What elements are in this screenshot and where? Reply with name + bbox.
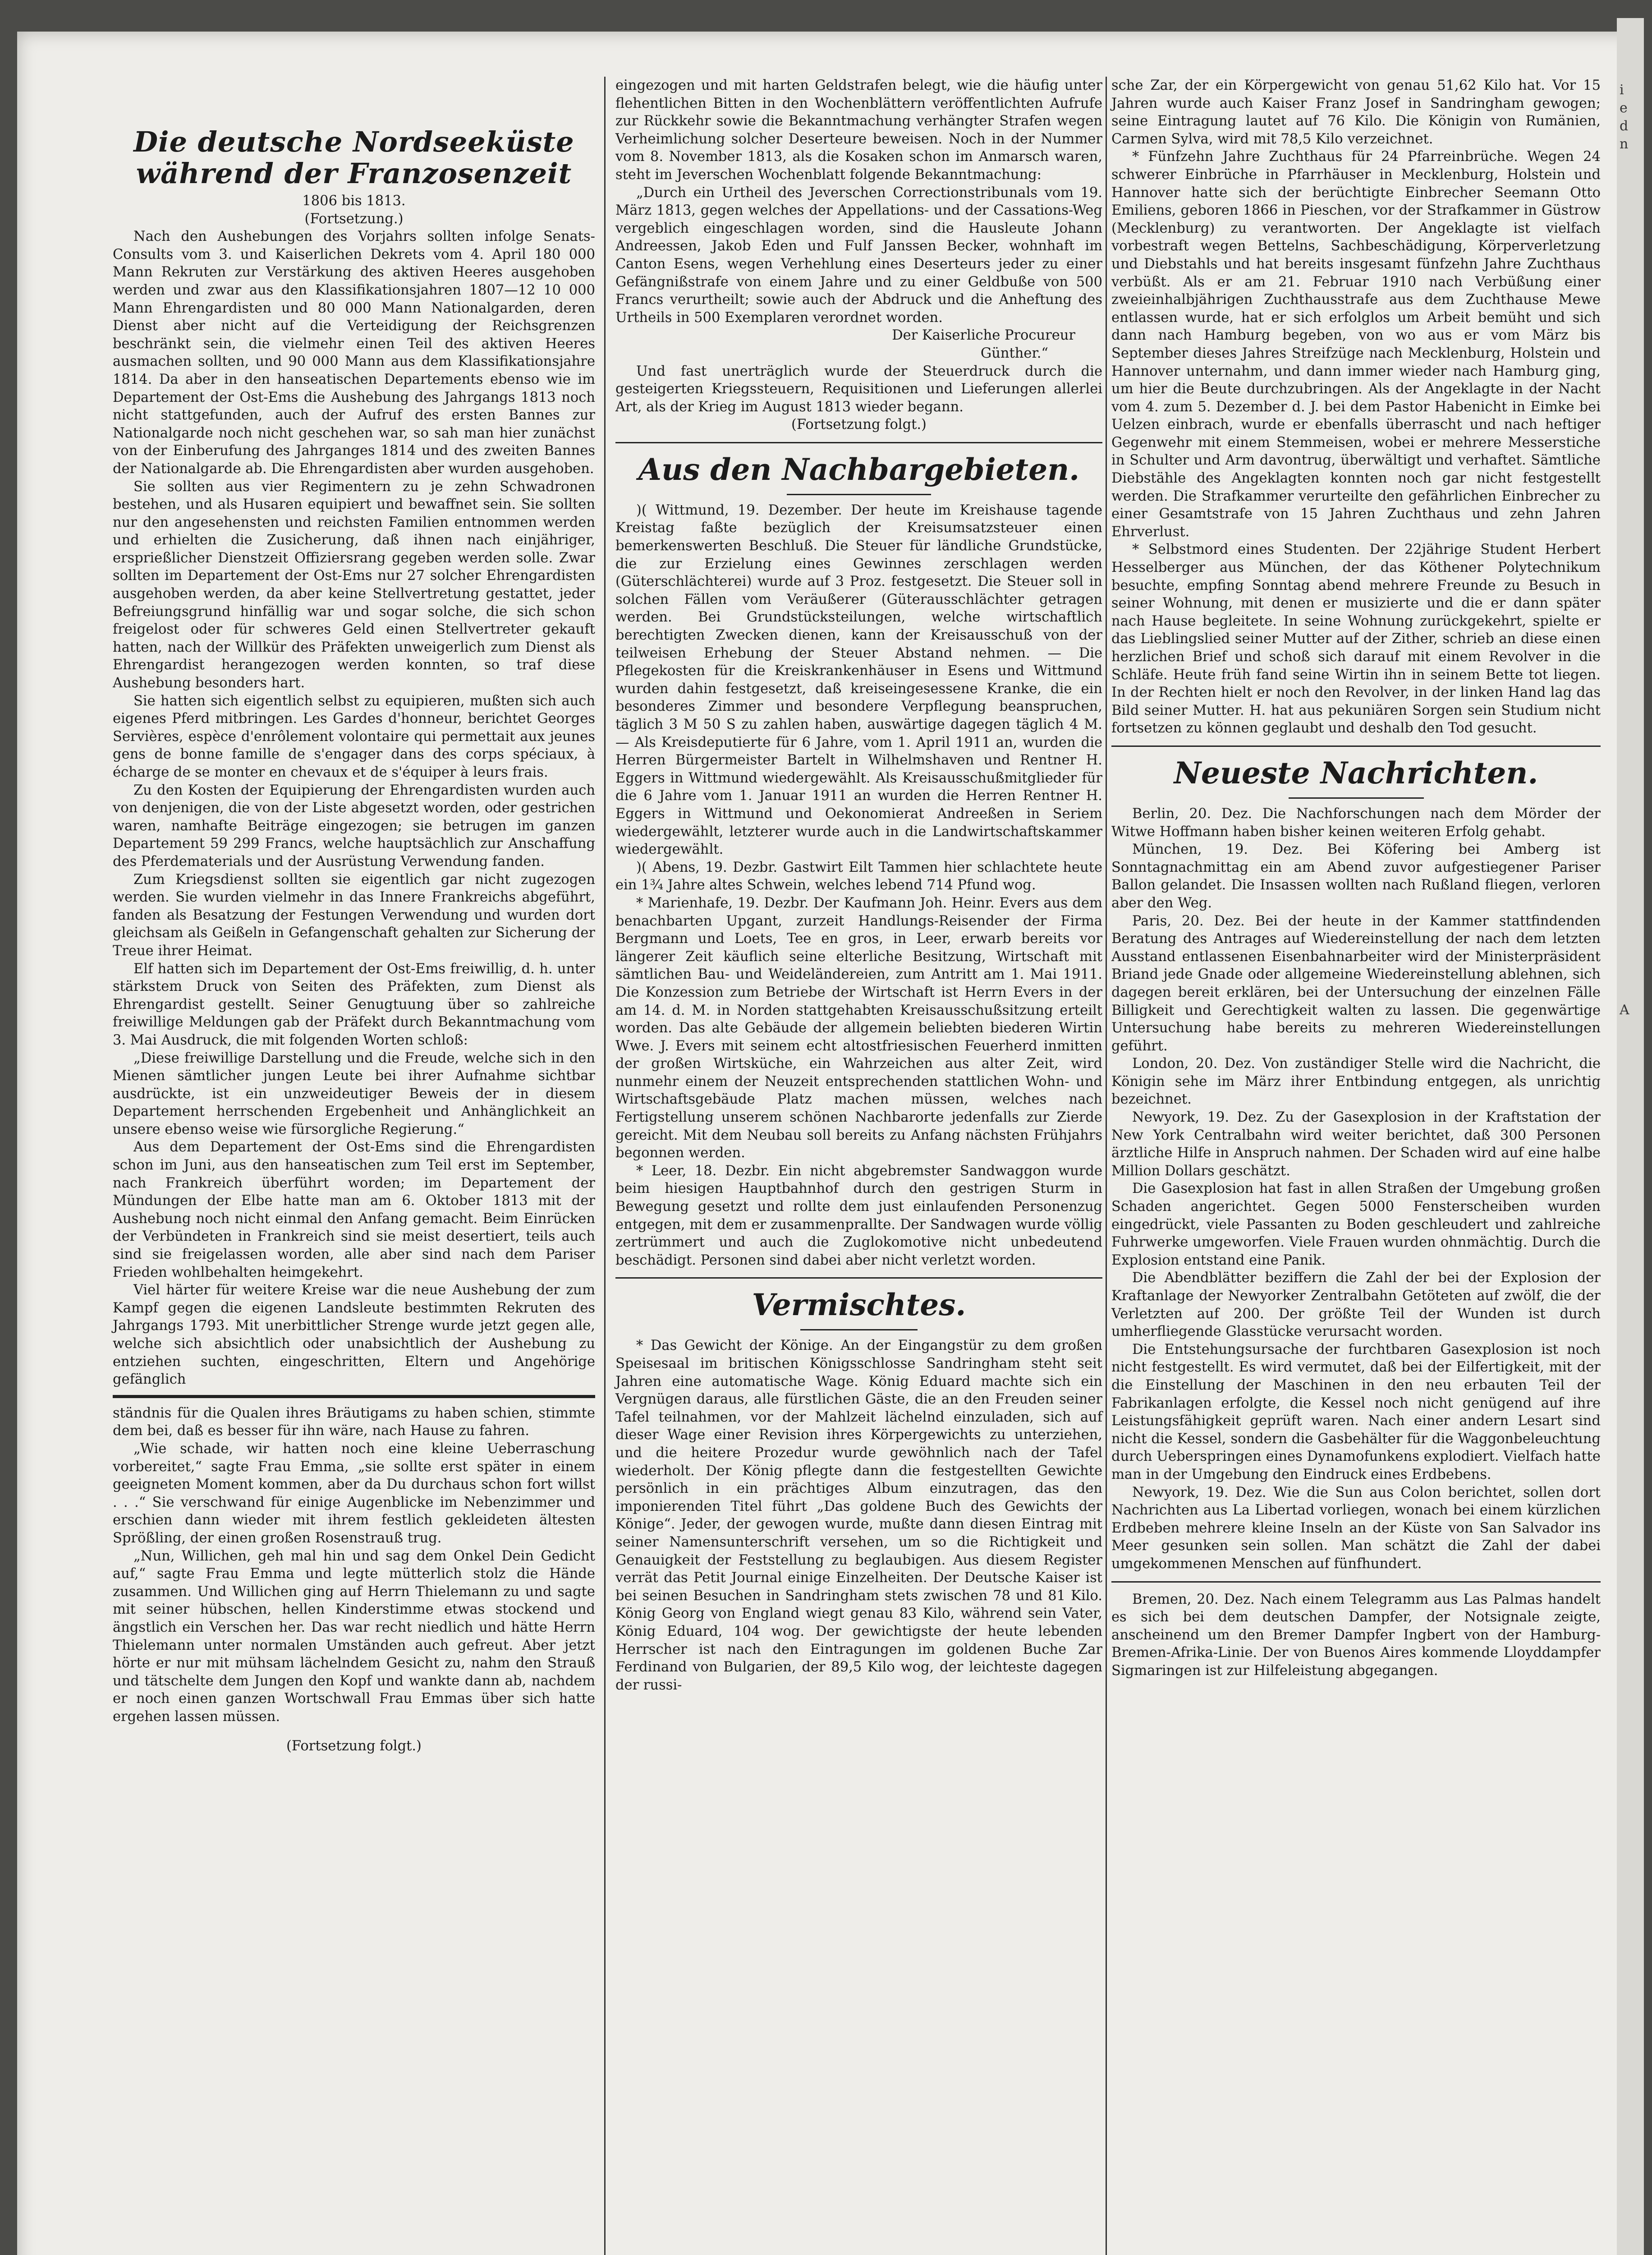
edge-fragment-char (1620, 1308, 1638, 1326)
signature-name: Günther.“ (980, 345, 1048, 361)
news-item: Die Entstehungsursache der furchtbaren Gasexplosion ist noch nicht festgestellt. Es wird vermutet, daß bei der Eilfertigkeit, mit der die Einstellung der Maschinen in den neu erbauten Teil der Fabrikanlagen erfolgte, die Kessel noch nicht genügend auf ihre Leistungsfähigkeit geprüft waren. Nach einer andern Lesart sind nicht die Kessel, sondern die Gasbehälter für die Waggonbeleuchtung durch Ueberspringen eines Dynamofunkens explodiert. Vielfach hatte man in der Umgebung den Eindruck eines Erdbebens. (1111, 1341, 1601, 1482)
edge-fragment-char (1620, 478, 1638, 496)
signature-title: Der Kaiserliche Procureur (892, 327, 1075, 344)
heading-underline (1289, 797, 1424, 799)
edge-fragment-char (1620, 929, 1638, 947)
edge-fragment-char (1620, 1055, 1638, 1073)
edge-fragment-char (1620, 947, 1638, 965)
edge-fragment-char (1620, 1542, 1638, 1560)
edge-fragment-char (1620, 1777, 1638, 1795)
continuation-note: (Fortsetzung folgt.) (791, 417, 927, 433)
edge-fragment-char (1620, 1019, 1638, 1037)
column-2 (615, 77, 1102, 1694)
article-title-line-1: Die deutsche Nordseeküste (133, 125, 574, 158)
section-heading-vermischtes: Vermischtes. (752, 1287, 966, 1323)
news-item: * Marienhafe, 19. Dezbr. Der Kaufmann Joh. Heinr. Evers aus dem benachbarten Upgant, zurzeit Handlungs-Reisender der Firma Bergmann und Loets, Tee en gros, in Leer, erwarb bereits vor längerer Zeit käuflich seine elterliche Besitzung, Wirtschaft mit sämtlichen Bau- und Weideländereien, zum Antritt am 1. Mai 1911. Die Konzession zum Betriebe der Wirtschaft ist Herrn Evers in der am 14. d. M. in Norden stattgehabten Kreisausschußsitzung erteilt worden. Das alte Gebäude der allgemein beliebten biederen Wirtin Wwe. J. Evers mit seinem echt altostfriesischen Feuerherd inmitten der großen Wirtsküche, ein Wahrzeichen aus alter Zeit, wird nunmehr einem der Neuzeit entsprechenden stattlichen Wohn- und Wirtschaftsgebäude Platz machen müssen, welches nach Fertigstellung unserem schönen Nachbarorte jedenfalls zur Zierde gereicht. Mit dem Neubau soll bereits zu Anfang nächsten Frühjahrs begonnen werden. (615, 895, 1102, 1161)
news-item: Die Abendblätter beziffern die Zahl der bei der Explosion der Kraftanlage der Newyorker Zentralbahn Getöteten auf zwölf, die der Verletzten auf 200. Der größte Teil der Wunden ist durch umherfliegende Glasstücke verursacht worden. (1111, 1270, 1601, 1340)
news-item: * Leer, 18. Dezbr. Ein nicht abgebremster Sandwaggon wurde beim hiesigen Hauptbahnhof durch den gestrigen Sturm in Bewegung gesetzt und rollte dem just einlaufenden Personenzug entgegen, mit dem er zusammenprallte. Der Sandwagen wurde völlig zertrümmert und auch die Zuglokomotive nicht unbedeutend beschädigt. Personen sind dabei aber nicht verletzt worden. (615, 1163, 1102, 1268)
news-item-continued: sche Zar, der ein Körpergewicht von genau 51,62 Kilo hat. Vor 15 Jahren wurde auch Kaiser Franz Josef in Sandringham gewogen; seine Eintragung lautet auf 76 Kilo. Die Königin von Rumänien, Carmen Sylva, wird mit 78,5 Kilo verzeichnet. (1111, 78, 1601, 147)
news-item: )( Wittmund, 19. Dezember. Der heute im Kreishause tagende Kreistag faßte bezüglich der Kreisumsatzsteuer einen bemerkenswerten Beschluß. Die Steuer für ländliche Grundstücke, die zur Erzielung eines Gewinnes zerschlagen werden (Güterschlächterei) wurde auf 3 Proz. festgesetzt. Die Steuer soll in solchen Fällen vom Veräußerer (Güterausschlächter getragen werden. Bei Grundstücksteilungen, welche wirtschaftlich berechtigten Zwecken dienen, kann der Kreisausschuß von der teilweisen Erhebung der Steuer Abstand nehmen. — Die Pflegekosten für die Kreiskrankenhäuser in Esens und Wittmund wurden dahin festgesetzt, daß kreiseingesessene Kranke, die ein besonderes Zimmer und besondere Verpflegung beanspruchen, täglich 3 M 50 S zu zahlen haben, auswärtige dagegen täglich 4 M. — Als Kreisdeputierte für 6 Jahre, vom 1. April 1911 an, wurden die Herren Bürgermeister Bartelt in Wilhelmshaven und Rentner H. Eggers in Wittmund wiedergewählt. Als Kreisausschußmitglieder für die 6 Jahre vom 1. Januar 1911 an wurden die Herren Rentner H. Eggers in Wittmund und Oekonomierat Andreeßen in Seriem wiedergewählt, letzterer wurde auch in die Landwirtschaftskammer wiedergewählt. (615, 502, 1102, 858)
paragraph: Zu den Kosten der Equipierung der Ehrengardisten wurden auch von denjenigen, die von der Liste abgesetzt worden, oder gestrichen waren, namhafte Beiträge eingezogen; sie betrugen im ganzen Departement 59 299 Francs, welche hauptsächlich zur Anschaffung des Pferdematerials und der Ausrüstung Verwendung fanden. (113, 782, 595, 870)
news-item: Newyork, 19. Dez. Zu der Gasexplosion in der Kraftstation der New York Centralbahn wird weiter berichtet, daß 300 Personen ärztliche Hilfe in Anspruch nahmen. Der Schaden wird auf eine halbe Million Dollars geschätzt. (1111, 1109, 1601, 1179)
paragraph: Aus dem Departement der Ost-Ems sind die Ehrengardisten schon im Juni, aus den hanseatischen zum Teil erst im September, nach Frankreich überführt worden; im Departement der Mündungen der Elbe hatte man am 6. Oktober 1813 mit der Aushebung noch nicht einmal den Anfang gemacht. Beim Einrücken der Verbündeten in Frankreich sind sie meist desertiert, teils auch sind sie freigelassen worden, alle aber sind nach dem Pariser Frieden wohlbehalten heimgekehrt. (113, 1139, 595, 1280)
edge-fragment-char (1620, 1687, 1638, 1705)
edge-fragment-char (1620, 1939, 1638, 1957)
news-item: Die Gasexplosion hat fast in allen Straßen der Umgebung großen Schaden angerichtet. Gegen 5000 Fensterscheiben wurden eingedrückt, viele Passanten zu Boden geschleudert und zahlreiche Fuhrwerke umgeworfen. Viele Frauen wurden ohnmächtig. Durch die Explosion entstand eine Panik. (1111, 1181, 1601, 1268)
news-item: London, 20. Dez. Von zuständiger Stelle wird die Nachricht, die Königin sehe im März ihrer Entbindung entgegen, als unrichtig bezeichnet. (1111, 1056, 1601, 1108)
edge-fragment-char (1620, 1254, 1638, 1272)
news-item: * Fünfzehn Jahre Zuchthaus für 24 Pfarreinbrüche. Wegen 24 schwerer Einbrüche in Pfarrhäuser in Mecklenburg, Holstein und Hannover hatte sich der berüchtigte Einbrecher Seemann Otto Emiliens, geboren 1866 in Pieschen, vor der Strafkammer in Güstrow (Mecklenburg) zu verantworten. Der Angeklagte ist vielfach vorbestraft wegen Bettelns, Sachbeschädigung, Körperverletzung und Diebstahls und hat bereits insgesamt fünfzehn Jahre Zuchthaus verbüßt. Als er am 21. Februar 1910 nach Verbüßung einer zweieinhalbjährigen Zuchthausstrafe aus dem Zuchthause Mewe entlassen wurde, hat er sich erfolglos um Arbeit bemüht und sich dann nach Hamburg begeben, von wo aus er vom März bis September dieses Jahres Streifzüge nach Mecklenburg, Holstein und Hannover unternahm, und dann immer wieder nach Hamburg ging, um hier die Beute durchzubringen. Als der Angeklagte in der Nacht vom 4. zum 5. Dezember d. J. bei dem Pastor Habenicht in Eimke bei Uelzen einbrach, wurde er ebenfalls überrascht und nach heftiger Gegenwehr mit einem Stemmeisen, wobei er mehrere Messerstiche in Schulter und Arm davontrug, überwältigt und verhaftet. Sämtliche Diebstähle des Angeklagten konnten noch gar nicht festgestellt werden. Die Strafkammer verurteilte den gefährlichen Einbrecher zu einer Gesamtstrafe von 15 Jahren Zuchthaus und zehn Jahren Ehrverlust. (1111, 149, 1601, 540)
edge-fragment-char (1620, 622, 1638, 640)
edge-fragment-char: A (1620, 1002, 1629, 1018)
edge-fragment-char (1620, 1615, 1638, 1633)
edge-fragment-char (1620, 676, 1638, 695)
paragraph: Zum Kriegsdienst sollten sie eigentlich gar nicht zugezogen werden. Sie wurden vielmehr in das Innere Frankreichs abgeführt, fanden als Besatzung der Festungen Verwendung und wurden dort gleichsam als Geißeln in Gefangenschaft gehalten zur Sicherung der Treue ihrer Heimat. (113, 871, 595, 959)
paragraph: Nach den Aushebungen des Vorjahrs sollten infolge Senats-Consults vom 3. und Kaiserlichen Dekrets vom 4. April 180 000 Mann Rekruten zur Verstärkung des aktiven Heeres ausgehoben werden und zwar aus den Klassifikationsjahren 1807—12 10 000 Mann Ehrengardisten und 80 000 Mann Nationalgarden, deren Dienst aber nicht auf die Verteidigung der Reichsgrenzen beschränkt sein, die vielmehr einen Teil des aktiven Heeres ausmachen sollten, und 90 000 Mann aus dem Klassifikationsjahre 1814. Da aber in den hanseatischen Departements ebenso wie im Departement der Ost-Ems die Aushebung des Jahrgangs 1813 noch nicht stattgefunden, auch der Aufruf des ersten Bannes zur Nationalgarde noch nicht geschehen war, so sah man hier zunächst von der Einberufung des Jahrganges 1814 und des zweiten Bannes der Nationalgarde ab. Die Ehrengardisten aber wurden ausgehoben. (113, 229, 595, 477)
edge-fragment-char (1620, 1723, 1638, 1741)
edge-fragment-char (1620, 1795, 1638, 1813)
article-title-line-2: während der Franzosenzeit (136, 157, 572, 190)
edge-fragment-char (1620, 604, 1638, 622)
edge-fragment-char (1620, 568, 1638, 586)
edge-fragment-char (1620, 171, 1638, 189)
edge-fragment-char (1620, 1109, 1638, 1128)
edge-fragment-char (1620, 298, 1638, 316)
edge-fragment-char (1620, 731, 1638, 749)
section-divider (1111, 746, 1601, 747)
edge-fragment-char (1620, 1759, 1638, 1777)
news-item: * Selbstmord eines Studenten. Der 22jährige Student Herbert Hesselberger aus München, der das Köthener Polytechnikum besuchte, empfing Sonntag abend mehrere Freunde zu Besuch in seiner Wohnung, mit denen er musizierte und die er dann später nach Hause begleitete. In seine Wohnung zurückgekehrt, spielte er das Lieblingslied seiner Mutter auf der Zither, schrieb an diese einen herzlichen Brief und schoß sich darauf mit einem Revolver in die Schläfe. Heute früh fand seine Wirtin ihn in seinem Bette tot liegen. In der Rechten hielt er noch den Revolver, in der linken Hand lag das Bild seiner Mutter. H. hat aus pekuniären Sorgen sein Studium nicht fortsetzen zu können geglaubt und deshalb den Tod gesucht. (1111, 542, 1601, 736)
paragraph: Sie hatten sich eigentlich selbst zu equipieren, mußten sich auch eigenes Pferd mitbringen. Les Gardes d'honneur, berichtet Georges Servières, espèce d'enrôlement volontaire qui permettait aux jeunes gens de bonne famille de s'engager dans des corps spéciaux, à écharge de se monter en chevaux et de s'équiper à leurs frais. (113, 693, 595, 780)
edge-fragment-char (1620, 586, 1638, 604)
edge-fragment-char (1620, 875, 1638, 893)
edge-fragment-char: i (1620, 82, 1624, 98)
edge-fragment-char (1620, 1524, 1638, 1542)
edge-fragment-char (1620, 1236, 1638, 1254)
edge-fragment-char (1620, 749, 1638, 767)
column-3 (1111, 77, 1601, 1680)
edge-fragment-char (1620, 1091, 1638, 1109)
edge-fragment-char (1620, 857, 1638, 875)
edge-fragment-char (1620, 1885, 1638, 1903)
edge-fragment-char (1620, 1921, 1638, 1939)
edge-fragment-char (1620, 839, 1638, 857)
edge-fragment-char (1620, 1975, 1638, 1993)
edge-fragment-char: n (1620, 136, 1629, 152)
edge-fragment-char (1620, 1380, 1638, 1398)
edge-fragment-char (1620, 352, 1638, 370)
quotation: „Durch ein Urtheil des Jeverschen Correctionstribunals vom 19. März 1813, gegen welches der Appellations- und der Cassations-Weg vergeblich eingeschlagen worden, sind die Hausleute Johann Andreessen, Jakob Eden und Fulf Janssen Becker, wohnhaft im Canton Esens, wegen Verhehlung eines Deserteurs jeder zu einer Gefängnißstrafe von einem Jahre und zu einer Geldbuße von 500 Francs verurtheilt; sowie auch der Abdruck und die Anheftung des Urtheils in 500 Exemplaren verordnet worden. (615, 184, 1102, 326)
edge-fragment-char (1620, 695, 1638, 713)
edge-fragment-char (1620, 1452, 1638, 1470)
edge-fragment-char (1620, 442, 1638, 460)
edge-fragment-char (1620, 1957, 1638, 1975)
edge-fragment-char (1620, 713, 1638, 731)
edge-fragment-char (1620, 1434, 1638, 1452)
edge-fragment-char (1620, 983, 1638, 1001)
column-1 (113, 77, 595, 1755)
column-rule (1106, 77, 1107, 2255)
edge-fragment-char (1620, 244, 1638, 262)
heading-underline (800, 1329, 918, 1330)
edge-fragment-char (1620, 316, 1638, 334)
section-divider (615, 442, 1102, 443)
edge-fragment-char (1620, 153, 1638, 171)
news-item: Paris, 20. Dez. Bei der heute in der Kammer stattfindenden Beratung des Antrages auf Wiedereinstellung der nach dem letzten Ausstand entlassenen Eisenbahnarbeiter wird der Ministerpräsident Briand jede Gnade oder allgemeine Wiedereinstellung ablehnen, sich dagegen bereit erklären, bei der Untersuchung der einzelnen Fälle Billigkeit und Gerechtigkeit walten zu lassen. Die gegenwärtige Untersuchung habe bereits zu mehreren Wiedereinstellungen geführt. (1111, 913, 1601, 1054)
edge-fragment-char (1620, 1416, 1638, 1434)
edge-fragment-char (1620, 1146, 1638, 1164)
edge-fragment-char (1620, 1651, 1638, 1669)
edge-fragment-char (1620, 1398, 1638, 1416)
news-item: Newyork, 19. Dez. Wie die Sun aus Colon berichtet, sollen dort Nachrichten aus La Libertad vorliegen, wonach bei einem kürzlichen Erdbeben mehrere kleine Inseln an der Küste von San Salvador ins Meer gesunken sein sollen. Man schätzt die Zahl der dabei umgekommenen Menschen auf fünfhundert. (1111, 1484, 1601, 1572)
news-item: )( Abens, 19. Dezbr. Gastwirt Eilt Tammen hier schlachtete heute ein 1¾ Jahre altes Schwein, welches lebend 714 Pfund wog. (615, 859, 1102, 893)
edge-fragment-char (1620, 1037, 1638, 1055)
edge-fragment-char (1620, 1488, 1638, 1506)
edge-fragment-char (1620, 1903, 1638, 1921)
section-divider (1111, 1581, 1601, 1583)
edge-fragment-char (1620, 406, 1638, 424)
news-item: Bremen, 20. Dez. Nach einem Telegramm aus Las Palmas handelt es sich bei dem deutschen Dampfer, der Notsignale zeigte, anscheinend um den Bremer Dampfer Ingbert von der Hamburg-Bremen-Afrika-Linie. Der von Buenos Aires kommende Lloyddampfer Sigmaringen ist zur Hilfeleistung abgegangen. (1111, 1591, 1601, 1679)
edge-fragment-char (1620, 767, 1638, 785)
edge-fragment-char (1620, 189, 1638, 207)
edge-fragment-char (1620, 1290, 1638, 1308)
edge-fragment-char (1620, 532, 1638, 550)
edge-fragment-char (1620, 1831, 1638, 1849)
paragraph: Viel härter für weitere Kreise war die neue Aushebung der zum Kampf gegen die eigenen Landsleute bestimmten Rekruten des Jahrgangs 1793. Mit unerbittlicher Strenge wurde jetzt gegen alle, welche sich absichtlich oder unabsichtlich der Aushebung zu entziehen suchten, eingeschritten, Eltern und Angehörige gefänglich (113, 1282, 595, 1388)
news-item: Berlin, 20. Dez. Die Nachforschungen nach dem Mörder der Witwe Hoffmann haben bisher keinen weiteren Erfolg gehabt. (1111, 805, 1601, 840)
story-paragraph: ständnis für die Qualen ihres Bräutigams zu haben schien, stimmte dem bei, daß es besser für ihn wäre, nach Hause zu fahren. (113, 1405, 595, 1439)
article-title (113, 126, 595, 189)
adjacent-page-fragment (1620, 81, 1638, 2030)
column-rule (604, 77, 606, 2255)
edge-fragment-char (1620, 1506, 1638, 1524)
edge-fragment-char (1620, 640, 1638, 658)
edge-fragment-char (1620, 388, 1638, 406)
section-heading-neueste-nachrichten: Neueste Nachrichten. (1174, 755, 1538, 791)
edge-fragment-char (1620, 550, 1638, 568)
edge-fragment-char (1620, 1578, 1638, 1597)
edge-fragment-char (1620, 1597, 1638, 1615)
paragraph: Elf hatten sich im Departement der Ost-Ems freiwillig, d. h. unter stärkstem Druck von Seiten des Präfekten, zum Dienst als Ehrengardist gestellt. Seiner Genugtuung über so zahlreiche freiwillige Meldungen gab der Präfekt durch Bekanntmachung vom 3. Mai Ausdruck, die mit folgenden Worten schloß: (113, 961, 595, 1048)
edge-fragment-char (1620, 496, 1638, 514)
edge-fragment-char (1620, 2011, 1638, 2030)
story-paragraph: „Nun, Willichen, geh mal hin und sag dem Onkel Dein Gedicht auf,“ sagte Frau Emma und legte mütterlich stolz die Hände zusammen. Und Willichen ging auf Herrn Thielemann zu und sagte mit seiner hübschen, hellen Kinderstimme etwas stockend und ängstlich ein Verschen her. Das war recht niedlich und hätte Herrn Thielemann unter normalen Umständen auch gefreut. Aber jetzt hörte er nur mit mühsam lächelndem Gesicht zu, nahm den Strauß und tätschelte dem Jungen den Kopf und wankte dann ab, nachdem er noch einen ganzen Wortschwall Frau Emmas über sich hatte ergehen lassen müssen. (113, 1548, 595, 1725)
heading-underline (787, 494, 931, 495)
edge-fragment-char: d (1620, 118, 1629, 134)
edge-fragment-char (1620, 911, 1638, 929)
edge-fragment-char (1620, 1164, 1638, 1182)
edge-fragment-char (1620, 280, 1638, 298)
edge-fragment-char (1620, 803, 1638, 821)
edge-fragment-char (1620, 1669, 1638, 1687)
paragraph: Sie sollten aus vier Regimentern zu je zehn Schwadronen bestehen, und als Husaren equipiert und bewaffnet sein. Sie sollten nur den angesehensten und reichsten Familien entnommen werden und erhielten die Zusicherung, daß ihnen nach einjähriger, ersprießlicher Dienstzeit Offiziersrang gegeben werden solle. Zwar sollten im Departement der Ost-Ems nur 27 solcher Ehrengardisten ausgehoben werden, da aber keine Stellvertretung gestattet, jeder Befreiungsgrund hinfällig war und sogar solche, die sich schon freigelost oder für schweres Geld einen Stellvertreter gekauft hatten, nach der Willkür des Präfekten unweigerlich zum Dienst als Ehrengardist herangezogen werden konnten, so traf diese Aushebung besonders hart. (113, 479, 595, 691)
edge-fragment-char (1620, 262, 1638, 280)
edge-fragment-char (1620, 1705, 1638, 1723)
section-divider (615, 1277, 1102, 1279)
edge-fragment-char (1620, 1813, 1638, 1831)
edge-fragment-char (1620, 1867, 1638, 1885)
edge-fragment-char (1620, 1633, 1638, 1651)
edge-fragment-char (1620, 1470, 1638, 1488)
edge-fragment-char (1620, 1272, 1638, 1290)
paragraph: eingezogen und mit harten Geldstrafen belegt, wie die häufig unter flehentlichen Bitten in den Wochenblättern veröffentlichten Aufrufe zur Rückkehr sowie die Bekanntmachung verhängter Strafen wegen Verheimlichung solcher Deserteure beweisen. Noch in der Nummer vom 8. November 1813, als die Kosaken schon im Anmarsch waren, steht im Jeverschen Wochenblatt folgende Bekanntmachung: (615, 78, 1102, 183)
edge-fragment-char (1620, 658, 1638, 676)
edge-fragment-char (1620, 460, 1638, 478)
news-item: * Das Gewicht der Könige. An der Eingangstür zu dem großen Speisesaal im britischen Königsschlosse Sandringham steht seit Jahren eine automatische Wage. König Eduard machte sich ein Vergnügen daraus, alle fürstlichen Gäste, die an den Freuden seiner Tafel teilnahmen, vor der Mahlzeit lächelnd einzuladen, sich auf dieser Wage einer Revision ihres Körpergewichts zu unterziehen, und die heitere Prozedur wurde gewöhnlich nach der Tafel wiederholt. Der König pflegte dann die festgestellten Gewichte persönlich in ein prächtiges Album einzutragen, das den imponierenden Titel führt „Das goldene Buch des Gewichts der Könige“. Jeder, der gewogen wurde, mußte dann diesen Eintrag mit seiner Namensunterschrift versehen, um so die Richtigkeit und Genauigkeit der Feststellung zu beglaubigen. Aus diesem Register verrät das Petit Journal einige Einzelheiten. Der Deutsche Kaiser ist bei seinen Besuchen in Sandringham stets zwischen 78 und 81 Kilo. König Georg von England wiegt genau 83 Kilo, während sein Vater, König Eduard, 104 wog. Der gewichtigste der heute lebenden Herrscher ist nach den Eintragungen im goldenen Buche Zar Ferdinand von Bulgarien, der 89,5 Kilo wog, der leichteste dagegen der russi- (615, 1338, 1102, 1693)
edge-fragment-char (1620, 370, 1638, 388)
edge-fragment-char (1620, 1993, 1638, 2011)
edge-fragment-char (1620, 424, 1638, 442)
quotation: „Diese freiwillige Darstellung und die Freude, welche sich in den Mienen sämtlicher jungen Leute bei ihrer Aufnahme sichtbar ausdrückte, ist ein unzweideutiger Beweis der in diesem Departement herrschenden Ergebenheit und Anhänglichkeit an unsere ebenso weise wie fürsorgliche Regierung.“ (113, 1050, 595, 1137)
edge-fragment-char (1620, 514, 1638, 532)
edge-fragment-char (1620, 226, 1638, 244)
edge-fragment-char (1620, 821, 1638, 839)
edge-fragment-char (1620, 1362, 1638, 1380)
edge-fragment-char (1620, 1741, 1638, 1759)
story-continuation-note: (Fortsetzung folgt.) (286, 1738, 422, 1754)
section-heading-nachbargebiete: Aus den Nachbargebieten. (638, 451, 1080, 487)
edge-fragment-char (1620, 1849, 1638, 1867)
edge-fragment-char (1620, 207, 1638, 226)
edge-fragment-char (1620, 1560, 1638, 1578)
edge-fragment-char: e (1620, 100, 1628, 116)
edge-fragment-char (1620, 1326, 1638, 1344)
edge-fragment-char (1620, 965, 1638, 983)
edge-fragment-char (1620, 1182, 1638, 1200)
feuilleton-divider (113, 1395, 595, 1398)
edge-fragment-char (1620, 893, 1638, 911)
article-continuation-note: (Fortsetzung.) (304, 211, 404, 227)
edge-fragment-char (1620, 1128, 1638, 1146)
edge-fragment-char (1620, 1073, 1638, 1091)
edge-fragment-char (1620, 1344, 1638, 1362)
news-item: München, 19. Dez. Bei Köfering bei Amberg ist Sonntagnachmittag ein am Abend zuvor aufgestiegener Pariser Ballon gelandet. Die Insassen wollten nach Rußland fliegen, verloren aber den Weg. (1111, 842, 1601, 911)
paragraph: Und fast unerträglich wurde der Steuerdruck durch die gesteigerten Kriegssteuern, Requisitionen und Lieferungen allerlei Art, als der Krieg im August 1813 wieder begann. (615, 363, 1102, 415)
edge-fragment-char (1620, 334, 1638, 352)
edge-fragment-char (1620, 1200, 1638, 1218)
article-years: 1806 bis 1813. (302, 193, 406, 209)
edge-fragment-char (1620, 785, 1638, 803)
edge-fragment-char (1620, 1218, 1638, 1236)
story-paragraph: „Wie schade, wir hatten noch eine kleine Ueberraschung vorbereitet,“ sagte Frau Emma, „sie sollte erst später in einem geeigneten Moment kommen, aber da Du durchaus schon fort willst . . .“ Sie verschwand für einige Augenblicke im Nebenzimmer und erschien dann wieder mit ihrem festlich gekleideten ältesten Sprößling, der einen großen Rosenstrauß trug. (113, 1440, 595, 1546)
